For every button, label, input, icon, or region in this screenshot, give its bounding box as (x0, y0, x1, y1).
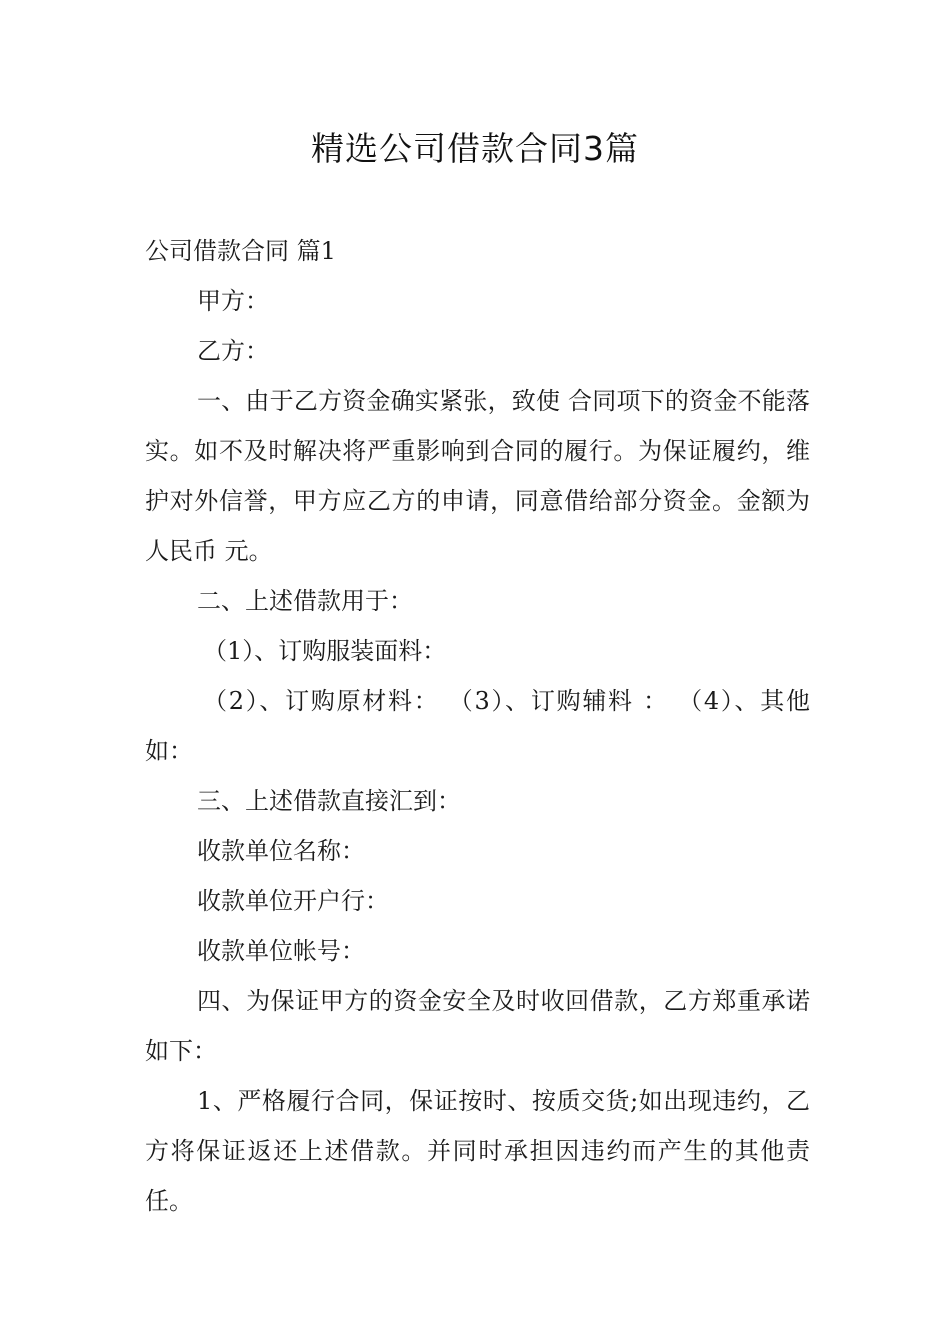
document-title: 精选公司借款合同3篇 (311, 129, 639, 168)
clause-2-item-1: （1）、订购服装面料： (203, 637, 447, 665)
party-a-line: 甲方： (197, 287, 269, 315)
clause-2-paragraph: 二、上述借款用于： (197, 587, 413, 615)
clause-4-paragraph: 四、为保证甲方的资金安全及时收回借款，乙方郑重承诺如下： (145, 987, 810, 1065)
document-body (145, 226, 810, 1226)
clause-3-paragraph: 三、上述借款直接汇到： (197, 787, 461, 815)
clause-1-paragraph: 一、由于乙方资金确实紧张，致使 合同项下的资金不能落实。如不及时解决将严重影响到合同的履行。为保证履约，维护对外信誉，甲方应乙方的申请，同意借给部分资金。金额为人民币 元。 (145, 387, 810, 565)
clause-2-items-2-4: （2）、订购原材料： （3）、订购辅料 ： （4）、其他如： (145, 687, 810, 765)
payee-account-line: 收款单位帐号： (197, 937, 365, 965)
clause-4-item-1: 1、严格履行合同，保证按时、按质交货;如出现违约，乙方将保证返还上述借款。并同时承担因违约而产生的其他责任。 (145, 1087, 810, 1215)
payee-name-line: 收款单位名称： (197, 837, 365, 865)
party-b-line: 乙方： (197, 337, 269, 365)
section-heading: 公司借款合同 篇1 (145, 237, 336, 265)
payee-bank-line: 收款单位开户行： (197, 887, 389, 915)
